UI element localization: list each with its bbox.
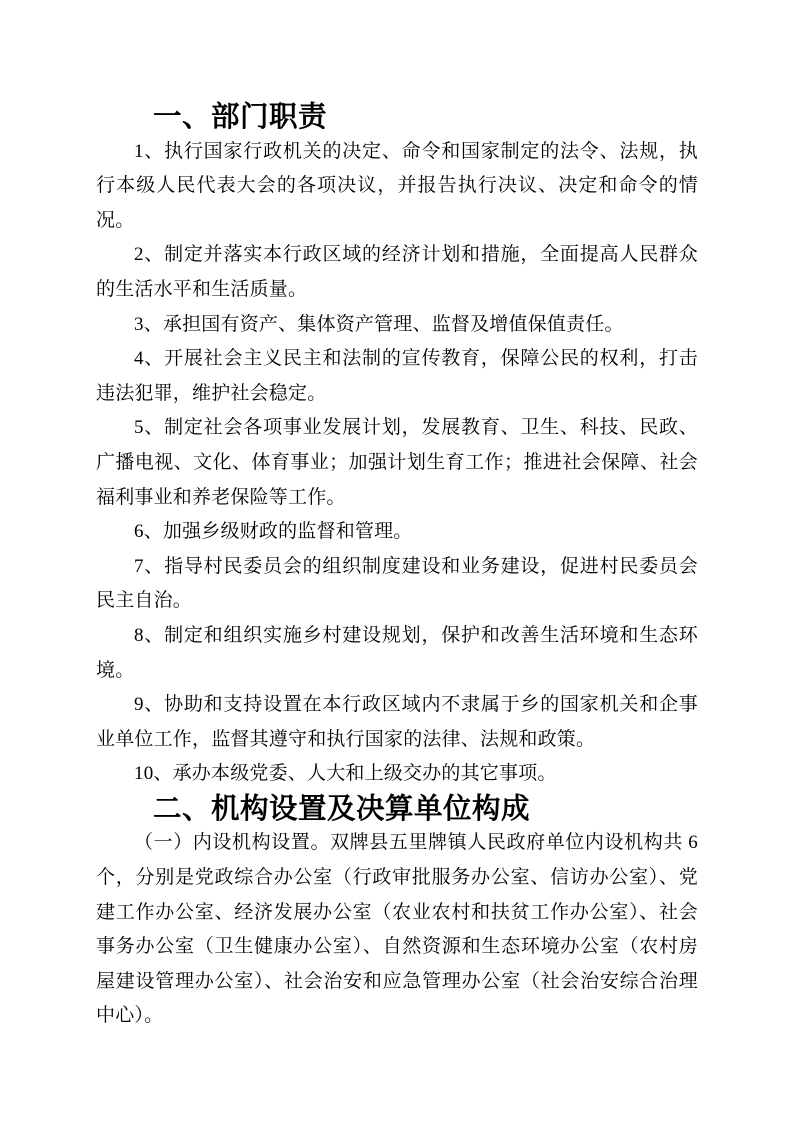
paragraph-duty-3: 3、承担国有资产、集体资产管理、监督及增值保值责任。	[134, 313, 624, 335]
paragraph-duty-6: 6、加强乡级财政的监督和管理。	[134, 521, 413, 543]
section-heading-department-duties: 一、部门职责	[153, 101, 328, 133]
paragraph-internal-organs: （一）内设机构设置。双牌县五里牌镇人民政府单位内设机构共 6 个，分别是党政综合办公室（行政审批服务办公室、信访办公室）、党建工作办公室、经济发展办公室（农业农村和扶贫工作办公室）、社会事务办公室（卫生健康办公室）、自然资源和生态环境办公室（农村房屋建设管理办公室）、社会治安和应急管理办公室（社会治安综合治理中心）。	[96, 832, 698, 1027]
paragraph-duty-9: 9、协助和支持设置在本行政区域内不隶属于乡的国家机关和企事业单位工作，监督其遵守和执行国家的法律、法规和政策。	[96, 694, 698, 750]
paragraph-duty-7: 7、指导村民委员会的组织制度建设和业务建设，促进村民委员会民主自治。	[96, 555, 698, 612]
paragraph-duty-1: 1、执行国家行政机关的决定、命令和国家制定的法令、法规，执行本级人民代表大会的各项决议，并报告执行决议、决定和命令的情况。	[96, 140, 698, 231]
section-heading-organization-setup: 二、机构设置及决算单位构成	[153, 792, 531, 825]
paragraph-duty-10: 10、承办本级党委、人大和上级交办的其它事项。	[134, 763, 557, 785]
paragraph-duty-4: 4、开展社会主义民主和法制的宣传教育，保障公民的权利，打击违法犯罪，维护社会稳定。	[96, 348, 698, 404]
paragraph-duty-2: 2、制定并落实本行政区域的经济计划和措施，全面提高人民群众的生活水平和生活质量。	[96, 244, 698, 300]
paragraph-duty-5: 5、制定社会各项事业发展计划，发展教育、卫生、科技、民政、广播电视、文化、体育事业；加强计划生育工作；推进社会保障、社会福利事业和养老保险等工作。	[96, 417, 698, 508]
paragraph-duty-8: 8、制定和组织实施乡村建设规划，保护和改善生活环境和生态环境。	[96, 624, 698, 681]
